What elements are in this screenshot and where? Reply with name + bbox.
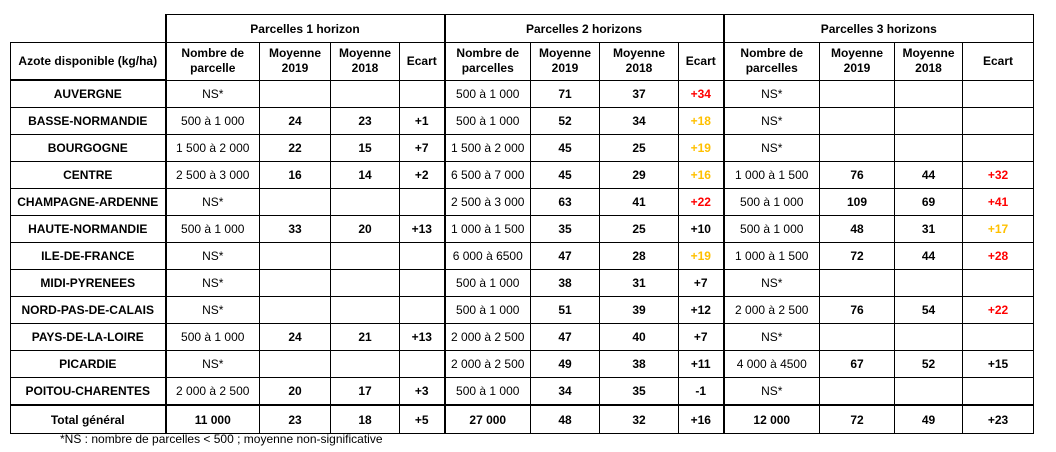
table-body xyxy=(11,80,1034,405)
cell-g3-gap: +41 xyxy=(963,189,1034,216)
cell-g3-avg-2018 xyxy=(895,324,963,351)
cell-g1-gap: +2 xyxy=(400,162,445,189)
table-row xyxy=(11,189,1034,216)
cell-g2-avg-2019: 45 xyxy=(531,162,600,189)
cell-g2-avg-2019: 35 xyxy=(531,216,600,243)
total-label: Total général xyxy=(11,405,166,434)
cell-g1-avg-2018: 23 xyxy=(331,108,400,135)
cell-g2-avg-2019: 38 xyxy=(531,270,600,297)
cell-g2-count: 6 000 à 6500 xyxy=(445,243,531,270)
cell-g2-avg-2018: 29 xyxy=(600,162,679,189)
cell-g1-avg-2018 xyxy=(331,297,400,324)
cell-g1-avg-2019: 20 xyxy=(260,378,331,406)
cell-g3-gap xyxy=(963,108,1034,135)
cell-g1-count: NS* xyxy=(166,270,260,297)
cell-g3-avg-2019: 48 xyxy=(820,216,895,243)
cell-g1-count: 2 000 à 2 500 xyxy=(166,378,260,406)
cell-g3-avg-2018: 31 xyxy=(895,216,963,243)
cell-g2-count: 2 000 à 2 500 xyxy=(445,324,531,351)
header-g2-count: Nombre de parcelles xyxy=(445,43,531,81)
cell-g2-avg-2018: 25 xyxy=(600,216,679,243)
cell-g3-avg-2018: 54 xyxy=(895,297,963,324)
region-name: PICARDIE xyxy=(11,351,166,378)
column-header-row xyxy=(11,43,1034,81)
cell-g2-gap: +7 xyxy=(679,270,724,297)
cell-g1-count: NS* xyxy=(166,80,260,108)
total-g3-avg-2019: 72 xyxy=(820,405,895,434)
header-g1-count: Nombre de parcelle xyxy=(166,43,260,81)
cell-g2-avg-2018: 34 xyxy=(600,108,679,135)
cell-g2-gap: +22 xyxy=(679,189,724,216)
cell-g2-count: 2 500 à 3 000 xyxy=(445,189,531,216)
cell-g3-count: 1 000 à 1 500 xyxy=(724,243,820,270)
total-g1-gap: +5 xyxy=(400,405,445,434)
cell-g3-gap: +22 xyxy=(963,297,1034,324)
cell-g2-avg-2018: 28 xyxy=(600,243,679,270)
cell-g1-gap xyxy=(400,297,445,324)
cell-g1-avg-2018: 20 xyxy=(331,216,400,243)
header-g2-avg-2018: Moyenne 2018 xyxy=(600,43,679,81)
cell-g1-avg-2019: 16 xyxy=(260,162,331,189)
cell-g1-avg-2019 xyxy=(260,270,331,297)
cell-g3-avg-2018: 52 xyxy=(895,351,963,378)
table-row xyxy=(11,135,1034,162)
cell-g2-gap: +18 xyxy=(679,108,724,135)
cell-g1-gap xyxy=(400,270,445,297)
cell-g3-gap: +15 xyxy=(963,351,1034,378)
header-g1-avg-2019: Moyenne 2019 xyxy=(260,43,331,81)
cell-g3-count: 2 000 à 2 500 xyxy=(724,297,820,324)
region-name: BASSE-NORMANDIE xyxy=(11,108,166,135)
total-g1-avg-2018: 18 xyxy=(331,405,400,434)
table-row xyxy=(11,162,1034,189)
cell-g3-avg-2018 xyxy=(895,378,963,406)
cell-g3-count: NS* xyxy=(724,80,820,108)
cell-g1-count: 500 à 1 000 xyxy=(166,108,260,135)
total-g2-avg-2018: 32 xyxy=(600,405,679,434)
cell-g1-count: 500 à 1 000 xyxy=(166,324,260,351)
cell-g2-count: 500 à 1 000 xyxy=(445,80,531,108)
cell-g3-avg-2019: 109 xyxy=(820,189,895,216)
cell-g2-avg-2019: 49 xyxy=(531,351,600,378)
cell-g2-gap: +16 xyxy=(679,162,724,189)
cell-g1-avg-2018: 21 xyxy=(331,324,400,351)
cell-g2-gap: -1 xyxy=(679,378,724,406)
cell-g2-gap: +11 xyxy=(679,351,724,378)
group-header-1-horizon: Parcelles 1 horizon xyxy=(166,15,445,43)
cell-g1-avg-2019: 24 xyxy=(260,108,331,135)
group-header-row xyxy=(11,15,1034,43)
cell-g1-gap: +13 xyxy=(400,216,445,243)
cell-g2-gap: +19 xyxy=(679,135,724,162)
cell-g1-avg-2018: 14 xyxy=(331,162,400,189)
cell-g1-gap: +3 xyxy=(400,378,445,406)
cell-g1-avg-2019 xyxy=(260,243,331,270)
cell-g1-count: 1 500 à 2 000 xyxy=(166,135,260,162)
cell-g2-avg-2019: 71 xyxy=(531,80,600,108)
cell-g1-count: NS* xyxy=(166,189,260,216)
cell-g1-avg-2018 xyxy=(331,80,400,108)
cell-g1-avg-2019: 24 xyxy=(260,324,331,351)
header-g2-avg-2019: Moyenne 2019 xyxy=(531,43,600,81)
cell-g1-avg-2018: 17 xyxy=(331,378,400,406)
region-name: BOURGOGNE xyxy=(11,135,166,162)
cell-g3-count: NS* xyxy=(724,378,820,406)
region-name: ILE-DE-FRANCE xyxy=(11,243,166,270)
cell-g1-avg-2018 xyxy=(331,270,400,297)
cell-g2-gap: +7 xyxy=(679,324,724,351)
group-header-3-horizons: Parcelles 3 horizons xyxy=(724,15,1034,43)
cell-g2-avg-2019: 51 xyxy=(531,297,600,324)
cell-g1-avg-2019 xyxy=(260,297,331,324)
cell-g3-gap xyxy=(963,378,1034,406)
header-g3-count: Nombre de parcelles xyxy=(724,43,820,81)
cell-g3-avg-2018 xyxy=(895,135,963,162)
cell-g3-gap: +28 xyxy=(963,243,1034,270)
total-g2-gap: +16 xyxy=(679,405,724,434)
cell-g2-avg-2019: 47 xyxy=(531,324,600,351)
cell-g1-gap xyxy=(400,351,445,378)
cell-g1-avg-2019 xyxy=(260,80,331,108)
total-g1-avg-2019: 23 xyxy=(260,405,331,434)
header-g3-avg-2018: Moyenne 2018 xyxy=(895,43,963,81)
region-name: CENTRE xyxy=(11,162,166,189)
cell-g3-gap xyxy=(963,80,1034,108)
cell-g1-avg-2018: 15 xyxy=(331,135,400,162)
cell-g1-avg-2019: 33 xyxy=(260,216,331,243)
header-nitrogen: Azote disponible (kg/ha) xyxy=(11,43,166,81)
table-row xyxy=(11,270,1034,297)
cell-g2-count: 500 à 1 000 xyxy=(445,378,531,406)
cell-g2-gap: +19 xyxy=(679,243,724,270)
cell-g2-count: 1 500 à 2 000 xyxy=(445,135,531,162)
table-row xyxy=(11,108,1034,135)
cell-g1-gap xyxy=(400,243,445,270)
cell-g3-gap: +32 xyxy=(963,162,1034,189)
cell-g2-gap: +10 xyxy=(679,216,724,243)
region-name: MIDI-PYRENEES xyxy=(11,270,166,297)
cell-g2-avg-2019: 63 xyxy=(531,189,600,216)
region-name: HAUTE-NORMANDIE xyxy=(11,216,166,243)
cell-g3-gap xyxy=(963,135,1034,162)
region-name: AUVERGNE xyxy=(11,80,166,108)
group-header-2-horizons: Parcelles 2 horizons xyxy=(445,15,724,43)
cell-g2-avg-2019: 45 xyxy=(531,135,600,162)
cell-g2-avg-2018: 38 xyxy=(600,351,679,378)
cell-g3-avg-2019 xyxy=(820,80,895,108)
cell-g3-count: 500 à 1 000 xyxy=(724,189,820,216)
cell-g3-avg-2019: 72 xyxy=(820,243,895,270)
cell-g3-avg-2019 xyxy=(820,135,895,162)
cell-g3-count: 4 000 à 4500 xyxy=(724,351,820,378)
region-name: PAYS-DE-LA-LOIRE xyxy=(11,324,166,351)
cell-g1-avg-2018 xyxy=(331,351,400,378)
cell-g3-count: NS* xyxy=(724,135,820,162)
total-g2-avg-2019: 48 xyxy=(531,405,600,434)
table-row xyxy=(11,297,1034,324)
table-row xyxy=(11,324,1034,351)
cell-g2-count: 500 à 1 000 xyxy=(445,270,531,297)
cell-g1-count: NS* xyxy=(166,243,260,270)
cell-g3-gap: +17 xyxy=(963,216,1034,243)
cell-g1-gap: +1 xyxy=(400,108,445,135)
cell-g3-count: 500 à 1 000 xyxy=(724,216,820,243)
cell-g1-avg-2018 xyxy=(331,189,400,216)
cell-g2-count: 500 à 1 000 xyxy=(445,108,531,135)
cell-g3-gap xyxy=(963,270,1034,297)
nitrogen-table-container xyxy=(10,14,1034,434)
cell-g2-avg-2018: 37 xyxy=(600,80,679,108)
cell-g3-avg-2019 xyxy=(820,324,895,351)
cell-g2-avg-2018: 40 xyxy=(600,324,679,351)
cell-g2-gap: +12 xyxy=(679,297,724,324)
header-g3-gap: Ecart xyxy=(963,43,1034,81)
cell-g2-avg-2018: 35 xyxy=(600,378,679,406)
header-g1-avg-2018: Moyenne 2018 xyxy=(331,43,400,81)
header-g3-avg-2019: Moyenne 2019 xyxy=(820,43,895,81)
cell-g1-gap: +7 xyxy=(400,135,445,162)
cell-g3-count: 1 000 à 1 500 xyxy=(724,162,820,189)
cell-g3-avg-2019 xyxy=(820,270,895,297)
total-g3-avg-2018: 49 xyxy=(895,405,963,434)
cell-g1-count: NS* xyxy=(166,351,260,378)
cell-g3-avg-2019: 76 xyxy=(820,162,895,189)
cell-g2-count: 6 500 à 7 000 xyxy=(445,162,531,189)
region-name: POITOU-CHARENTES xyxy=(11,378,166,406)
cell-g3-avg-2019 xyxy=(820,108,895,135)
cell-g3-avg-2019: 67 xyxy=(820,351,895,378)
cell-g3-count: NS* xyxy=(724,108,820,135)
cell-g1-gap xyxy=(400,80,445,108)
cell-g1-count: 500 à 1 000 xyxy=(166,216,260,243)
cell-g1-gap xyxy=(400,189,445,216)
header-g2-gap: Ecart xyxy=(679,43,724,81)
total-row xyxy=(11,405,1034,434)
cell-g2-count: 2 000 à 2 500 xyxy=(445,351,531,378)
cell-g2-avg-2018: 31 xyxy=(600,270,679,297)
cell-g3-avg-2018: 44 xyxy=(895,243,963,270)
cell-g3-avg-2018 xyxy=(895,80,963,108)
cell-g3-count: NS* xyxy=(724,270,820,297)
region-name: NORD-PAS-DE-CALAIS xyxy=(11,297,166,324)
cell-g2-avg-2018: 41 xyxy=(600,189,679,216)
cell-g1-avg-2018 xyxy=(331,243,400,270)
total-g1-count: 11 000 xyxy=(166,405,260,434)
cell-g1-avg-2019: 22 xyxy=(260,135,331,162)
corner-cell xyxy=(11,15,166,43)
cell-g1-gap: +13 xyxy=(400,324,445,351)
table-row xyxy=(11,80,1034,108)
cell-g3-avg-2019: 76 xyxy=(820,297,895,324)
table-row xyxy=(11,378,1034,406)
footnote: *NS : nombre de parcelles < 500 ; moyenne non-significative xyxy=(60,432,383,446)
cell-g3-avg-2018 xyxy=(895,270,963,297)
cell-g2-count: 500 à 1 000 xyxy=(445,297,531,324)
cell-g3-count: NS* xyxy=(724,324,820,351)
cell-g2-avg-2019: 47 xyxy=(531,243,600,270)
total-g3-count: 12 000 xyxy=(724,405,820,434)
cell-g2-avg-2018: 25 xyxy=(600,135,679,162)
cell-g3-gap xyxy=(963,324,1034,351)
cell-g1-avg-2019 xyxy=(260,351,331,378)
cell-g2-avg-2018: 39 xyxy=(600,297,679,324)
nitrogen-table xyxy=(10,14,1034,434)
header-g1-gap: Ecart xyxy=(400,43,445,81)
total-g2-count: 27 000 xyxy=(445,405,531,434)
cell-g1-avg-2019 xyxy=(260,189,331,216)
cell-g3-avg-2018 xyxy=(895,108,963,135)
cell-g3-avg-2018: 69 xyxy=(895,189,963,216)
cell-g2-avg-2019: 52 xyxy=(531,108,600,135)
cell-g3-avg-2019 xyxy=(820,378,895,406)
total-g3-gap: +23 xyxy=(963,405,1034,434)
table-row xyxy=(11,216,1034,243)
cell-g2-count: 1 000 à 1 500 xyxy=(445,216,531,243)
cell-g1-count: NS* xyxy=(166,297,260,324)
cell-g2-gap: +34 xyxy=(679,80,724,108)
region-name: CHAMPAGNE-ARDENNE xyxy=(11,189,166,216)
cell-g1-count: 2 500 à 3 000 xyxy=(166,162,260,189)
cell-g2-avg-2019: 34 xyxy=(531,378,600,406)
cell-g3-avg-2018: 44 xyxy=(895,162,963,189)
table-row xyxy=(11,351,1034,378)
table-row xyxy=(11,243,1034,270)
